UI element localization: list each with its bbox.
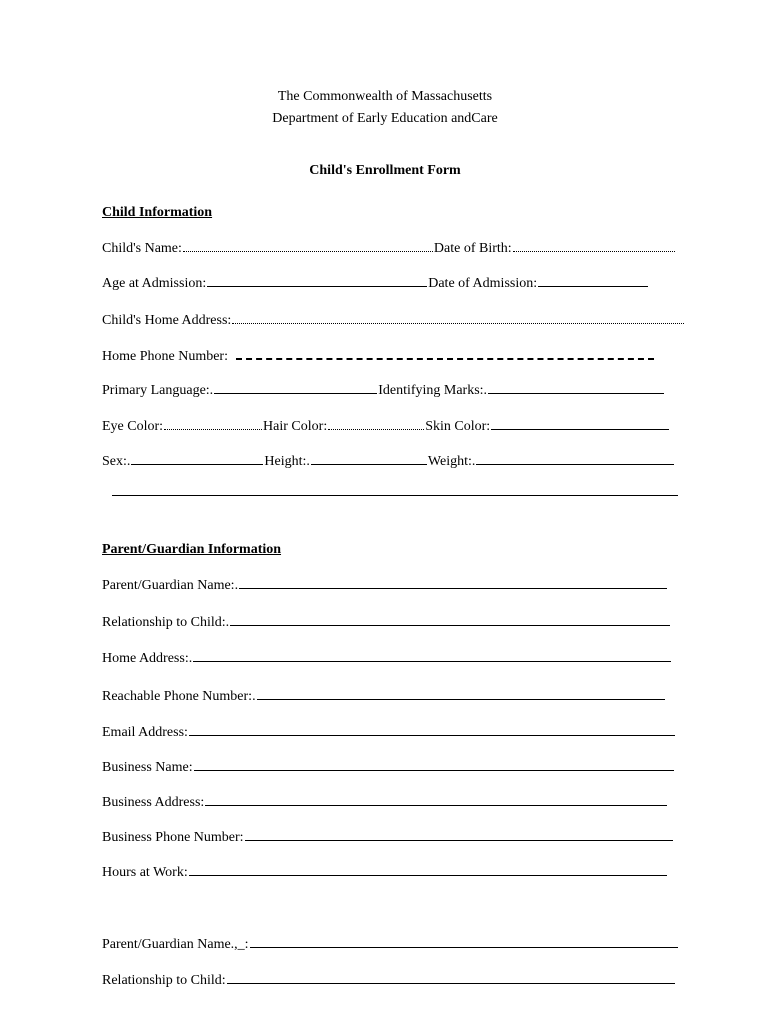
relationship-field[interactable] xyxy=(230,624,670,626)
child-address-row xyxy=(102,313,685,329)
eye-color-field[interactable] xyxy=(164,428,262,430)
business-phone-label: Business Phone Number: xyxy=(102,830,244,845)
hours-at-work-row xyxy=(102,865,668,881)
parent-home-address-label: Home Address:. xyxy=(102,651,193,666)
business-address-row xyxy=(102,795,668,811)
colors-row xyxy=(102,419,670,435)
relationship-2-field[interactable] xyxy=(227,982,675,984)
home-phone-label: Home Phone Number: xyxy=(102,349,228,364)
section-divider xyxy=(112,495,678,496)
parent-name-2-row xyxy=(102,937,679,953)
age-at-admission-field[interactable] xyxy=(207,285,427,287)
reachable-phone-field[interactable] xyxy=(257,698,665,700)
relationship-2-row xyxy=(102,973,676,989)
home-phone-field[interactable] xyxy=(236,357,654,360)
primary-language-label: Primary Language:. xyxy=(102,383,214,398)
age-at-admission-label: Age at Admission: xyxy=(102,276,207,291)
parent-name-2-field[interactable] xyxy=(250,946,678,948)
business-name-field[interactable] xyxy=(194,769,674,771)
home-phone-row xyxy=(102,349,655,365)
eye-color-label: Eye Color: xyxy=(102,419,164,434)
height-label: Height:. xyxy=(264,454,310,469)
identifying-marks-field[interactable] xyxy=(488,392,664,394)
reachable-phone-label: Reachable Phone Number:. xyxy=(102,689,256,704)
header-department: Department of Early Education andCare xyxy=(272,111,498,126)
language-marks-row xyxy=(102,383,665,399)
hours-at-work-label: Hours at Work: xyxy=(102,865,188,880)
child-home-address-field[interactable] xyxy=(232,322,684,324)
relationship-row xyxy=(102,615,671,631)
child-name-field[interactable] xyxy=(183,250,433,252)
parent-home-address-row xyxy=(102,651,672,667)
parent-name-row xyxy=(102,578,668,594)
skin-color-field[interactable] xyxy=(491,428,669,430)
skin-color-label: Skin Color: xyxy=(425,419,491,434)
date-of-admission-field[interactable] xyxy=(538,285,648,287)
child-name-label: Child's Name: xyxy=(102,241,182,256)
child-information-heading: Child Information xyxy=(102,205,213,220)
primary-language-field[interactable] xyxy=(214,392,377,394)
age-admission-row xyxy=(102,276,649,292)
business-phone-row xyxy=(102,830,674,846)
email-label: Email Address: xyxy=(102,725,188,740)
relationship-2-label: Relationship to Child: xyxy=(102,973,226,988)
hair-color-label: Hair Color: xyxy=(263,419,328,434)
child-name-row xyxy=(102,241,676,257)
hair-color-field[interactable] xyxy=(328,428,424,430)
weight-label: Weight:. xyxy=(427,454,476,469)
reachable-phone-row xyxy=(102,689,666,705)
business-address-label: Business Address: xyxy=(102,795,205,810)
header-commonwealth: The Commonwealth of Massachusetts xyxy=(277,89,493,104)
relationship-label: Relationship to Child:. xyxy=(102,615,230,630)
parent-information-heading: Parent/Guardian Information xyxy=(102,542,282,557)
parent-name-field[interactable] xyxy=(239,587,667,589)
child-home-address-label: Child's Home Address: xyxy=(102,313,232,328)
form-title: Child's Enrollment Form xyxy=(309,163,461,178)
date-of-birth-field[interactable] xyxy=(513,250,675,252)
business-name-row xyxy=(102,760,675,776)
email-row xyxy=(102,725,676,741)
height-field[interactable] xyxy=(311,463,427,465)
business-phone-field[interactable] xyxy=(245,839,673,841)
date-of-birth-label: Date of Birth: xyxy=(433,241,512,256)
email-field[interactable] xyxy=(189,734,675,736)
parent-name-2-label: Parent/Guardian Name.,_: xyxy=(102,937,249,952)
business-address-field[interactable] xyxy=(205,804,667,806)
identifying-marks-label: Identifying Marks:. xyxy=(378,383,488,398)
sex-field[interactable] xyxy=(131,463,263,465)
parent-home-address-field[interactable] xyxy=(193,660,671,662)
business-name-label: Business Name: xyxy=(102,760,193,775)
weight-field[interactable] xyxy=(476,463,674,465)
hours-at-work-field[interactable] xyxy=(189,874,667,876)
date-of-admission-label: Date of Admission: xyxy=(428,276,538,291)
parent-name-label: Parent/Guardian Name:. xyxy=(102,578,239,593)
sex-height-weight-row xyxy=(102,454,675,470)
sex-label: Sex:. xyxy=(102,454,131,469)
